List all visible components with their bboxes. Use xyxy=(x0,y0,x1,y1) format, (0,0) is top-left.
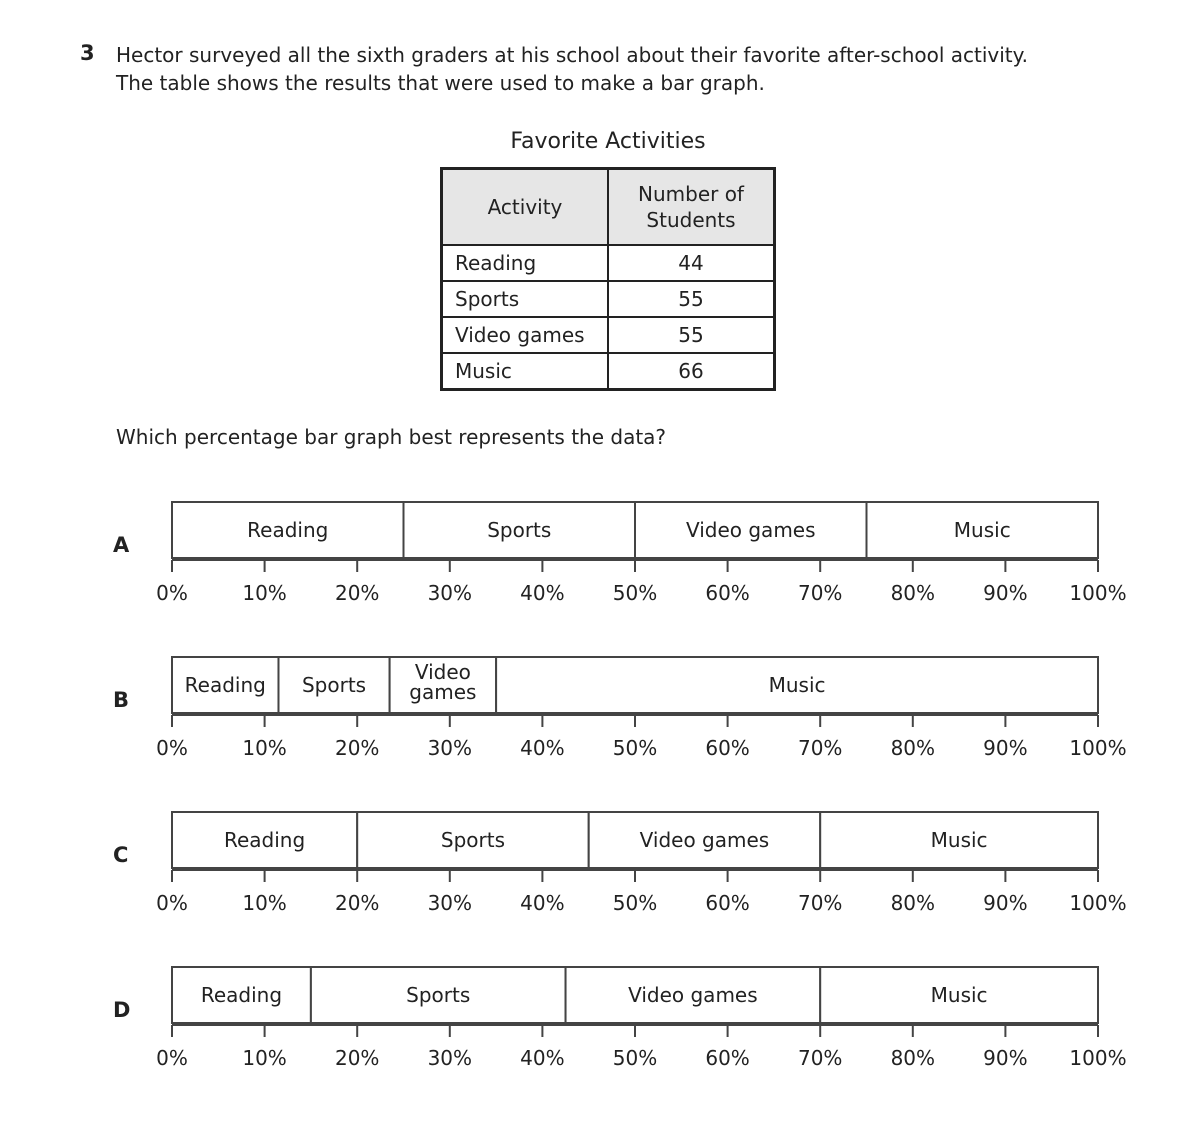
bar-a-tick-label: 40% xyxy=(520,581,565,605)
bar-c-tick-label: 10% xyxy=(242,891,287,915)
bar-b-tick-label: 20% xyxy=(334,736,380,760)
question-line: The table shows the results that were used to make a bar graph. xyxy=(116,71,765,95)
bar-a-tick-label: 60% xyxy=(705,581,750,605)
question-prompt: Which percentage bar graph best represents the data? xyxy=(116,425,667,449)
bar-b-tick-label: 70% xyxy=(797,736,843,760)
bar-b-tick-label: 100% xyxy=(1069,736,1127,760)
bar-d-tick-label: 80% xyxy=(890,1046,936,1070)
bar-c-tick-label: 100% xyxy=(1069,891,1127,915)
bar-b-tick-label: 30% xyxy=(427,736,473,760)
bar-b-segment-label: Sports xyxy=(301,673,367,697)
bar-a-tick-label: 20% xyxy=(334,581,380,605)
bar-b-segment-label: Music xyxy=(768,673,826,697)
bar-c-tick-label: 50% xyxy=(612,891,658,915)
students-cell: 55 xyxy=(608,281,775,317)
bar-d-tick-label: 40% xyxy=(520,1046,565,1070)
bar-c-tick-label: 0% xyxy=(156,891,188,915)
bar-c-tick-label: 40% xyxy=(520,891,565,915)
bar-b-segment-label: Reading xyxy=(184,673,266,697)
students-cell: 55 xyxy=(608,317,775,353)
bar-d-tick-label: 60% xyxy=(705,1046,750,1070)
bar-b-tick-label: 90% xyxy=(983,736,1028,760)
bar-d-tick-label: 30% xyxy=(427,1046,473,1070)
bar-c-segment-label: Reading xyxy=(224,828,306,852)
activity-cell: Video games xyxy=(442,317,609,353)
bar-a-tick-label: 70% xyxy=(797,581,843,605)
activity-cell: Sports xyxy=(442,281,609,317)
bar-d-tick-label: 90% xyxy=(983,1046,1028,1070)
bar-d-tick-label: 0% xyxy=(156,1046,188,1070)
bar-a-segment-label: Video games xyxy=(685,518,816,542)
bar-d-tick-label: 20% xyxy=(334,1046,380,1070)
bar-c-tick-label: 20% xyxy=(334,891,380,915)
bar-a-tick-label: 50% xyxy=(612,581,658,605)
bar-c-tick-label: 90% xyxy=(983,891,1028,915)
students-cell: 44 xyxy=(608,245,775,281)
bar-b-tick-label: 0% xyxy=(156,736,188,760)
bar-b-tick-label: 10% xyxy=(242,736,287,760)
header-activity: Activity xyxy=(442,169,609,246)
header-number-of-students: Number of Students xyxy=(608,169,775,246)
bar-c-segment-label: Sports xyxy=(440,828,506,852)
bar-b-segment-label: Video xyxy=(414,660,471,684)
bar-d-segment-label: Video games xyxy=(628,983,758,1007)
bar-d-segment-label: Reading xyxy=(200,983,283,1007)
activity-cell: Reading xyxy=(442,245,609,281)
bar-c-tick-label: 30% xyxy=(427,891,473,915)
bar-a-segment-label: Sports xyxy=(487,518,552,542)
bar-a-tick-label: 100% xyxy=(1069,581,1127,605)
choice-a-label[interactable]: A xyxy=(113,533,130,557)
bar-b-segment-label: games xyxy=(409,680,477,704)
bar-a-tick-label: 30% xyxy=(427,581,473,605)
bar-c-tick-label: 70% xyxy=(797,891,843,915)
choice-c-label[interactable]: C xyxy=(113,843,129,867)
bar-d-segment-label: Music xyxy=(930,983,988,1007)
question-line: Hector surveyed all the sixth graders at his school about their favorite after-school activity. xyxy=(116,43,1028,67)
bar-b-tick-label: 40% xyxy=(520,736,565,760)
bar-a-segment-label: Music xyxy=(953,518,1011,542)
bar-d-tick-label: 50% xyxy=(612,1046,658,1070)
activity-cell: Music xyxy=(442,353,609,390)
bar-a-tick-label: 0% xyxy=(156,581,188,605)
choice-b-label[interactable]: B xyxy=(113,688,130,712)
students-cell: 66 xyxy=(608,353,775,390)
bar-a-tick-label: 80% xyxy=(890,581,936,605)
bar-c-tick-label: 80% xyxy=(890,891,936,915)
bar-a-tick-label: 90% xyxy=(983,581,1028,605)
question-number: 3 xyxy=(80,41,95,65)
bar-c-segment-label: Video games xyxy=(639,828,770,852)
bar-d-tick-label: 100% xyxy=(1069,1046,1127,1070)
bar-d-tick-label: 70% xyxy=(797,1046,843,1070)
bar-a-tick-label: 10% xyxy=(242,581,287,605)
bar-b-tick-label: 50% xyxy=(612,736,658,760)
choice-d-label[interactable]: D xyxy=(113,998,131,1022)
bar-d-tick-label: 10% xyxy=(242,1046,287,1070)
table-title: Favorite Activities xyxy=(510,129,706,154)
bar-b-tick-label: 60% xyxy=(705,736,750,760)
bar-a-segment-label: Reading xyxy=(247,518,329,542)
bar-c-segment-label: Music xyxy=(930,828,988,852)
bar-b-tick-label: 80% xyxy=(890,736,936,760)
bar-c-tick-label: 60% xyxy=(705,891,750,915)
bar-d-segment-label: Sports xyxy=(406,983,471,1007)
